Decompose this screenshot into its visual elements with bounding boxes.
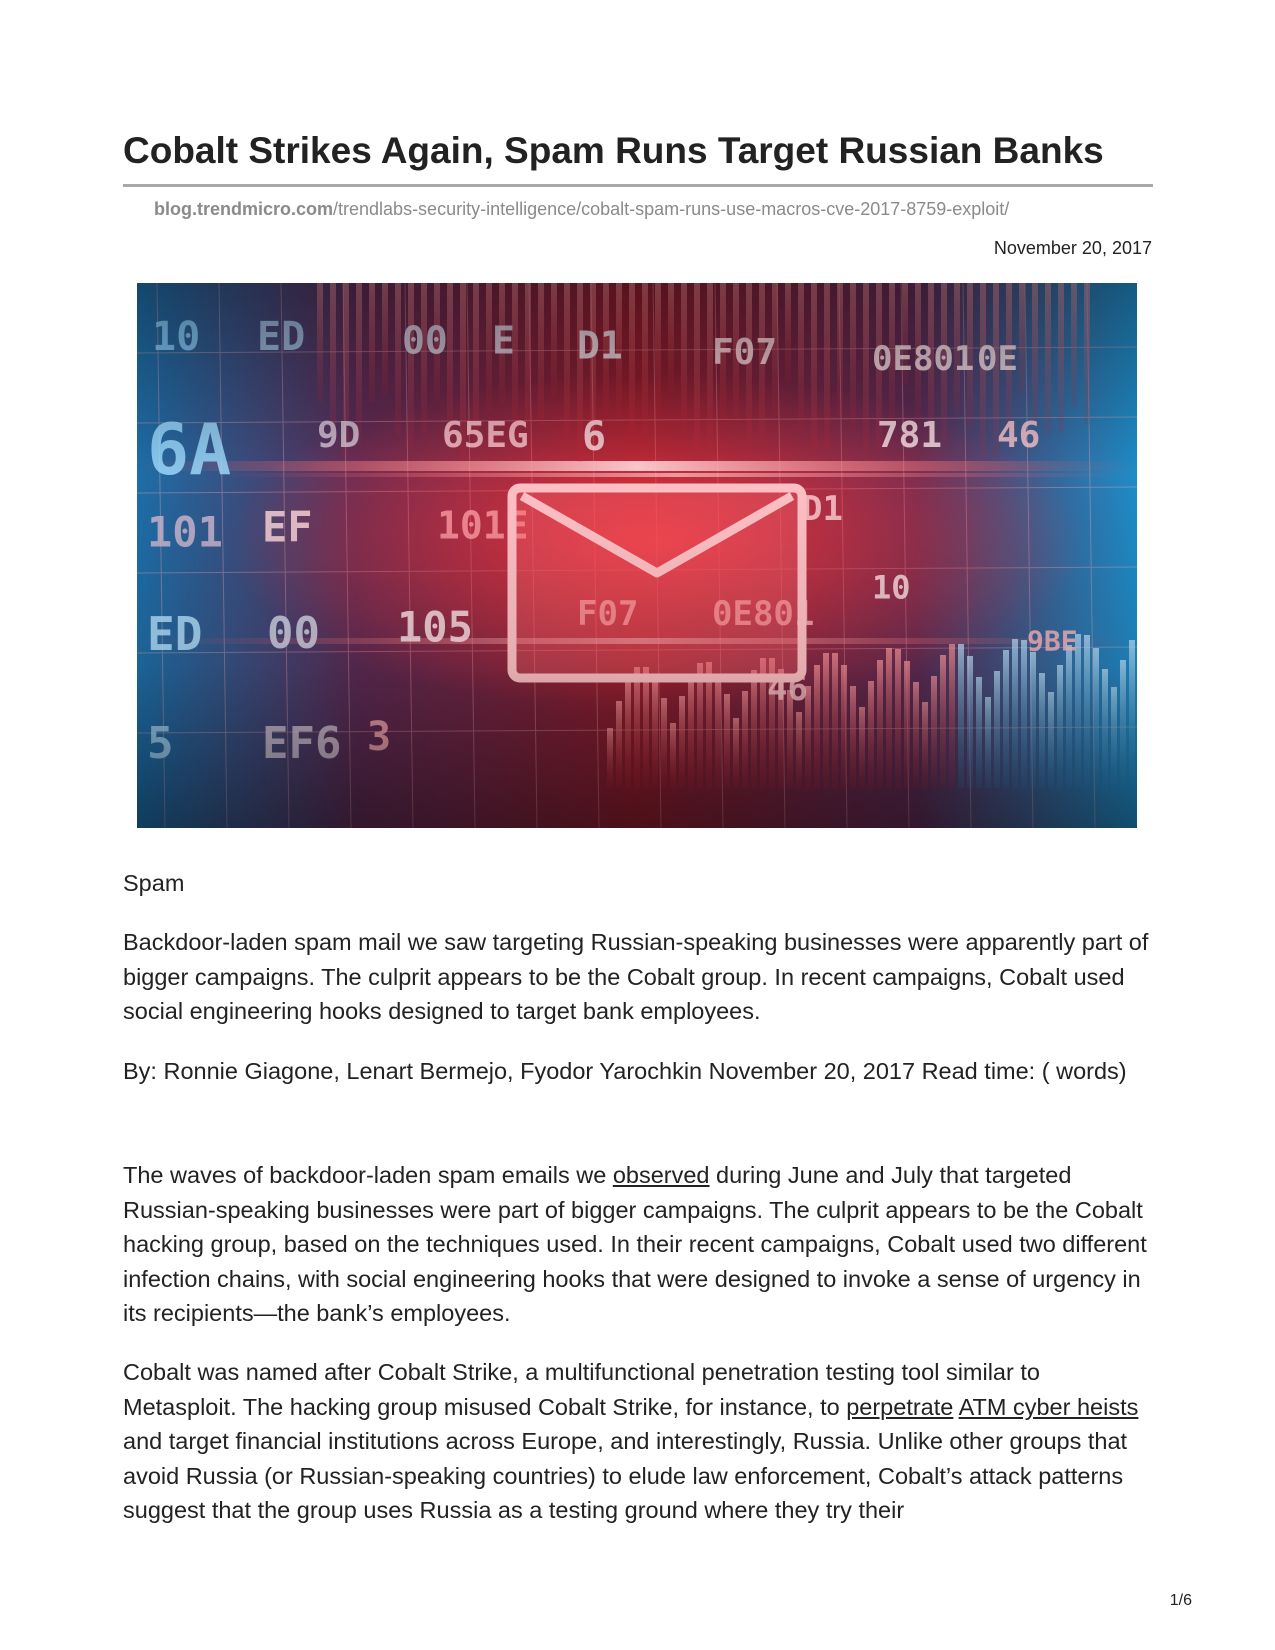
- hero-image-graphic: [137, 283, 1137, 828]
- hero-image: [137, 283, 1137, 828]
- article-summary: Backdoor-laden spam mail we saw targeting Russian-speaking businesses were apparently part of bigger campaigns. The culprit appears to be the Cobalt group. In recent campaigns, Cobalt used social engineering hooks designed to target bank employees.: [123, 929, 1149, 1024]
- observed-link[interactable]: observed: [612, 1162, 710, 1188]
- paragraph-text: and target financial institutions across Europe, and interestingly, Russia. Unlike other groups that avoid Russia (or Russian-speaking countries) to elude law enforcement, Cobalt’s attack patterns suggest that the group uses Russia as a testing ground where they try their: [123, 1428, 1128, 1523]
- paragraph-text: during June and July that targeted Russian-speaking businesses were part of bigger campaigns. The culprit appears to be the Cobalt hacking group, based on the techniques used. In their recent campaigns, Cobalt used two different infection chains, with social engineering hooks that were designed to invoke a sense of urgency in its recipients—the bank’s employees.: [123, 1162, 1147, 1326]
- page-number: 1/6: [1169, 1592, 1192, 1609]
- article-byline: By: Ronnie Giagone, Lenart Bermejo, Fyodor Yarochkin November 20, 2017 Read time: ( words): [123, 1058, 1127, 1084]
- article-date: November 20, 2017: [993, 238, 1152, 258]
- source-url-domain[interactable]: blog.trendmicro.com: [154, 199, 334, 219]
- body-paragraph-1: [123, 1158, 1153, 1331]
- article-title: Cobalt Strikes Again, Spam Runs Target Russian Banks: [123, 130, 1104, 171]
- body-paragraph-2: [123, 1355, 1153, 1528]
- perpetrate-link[interactable]: perpetrate: [846, 1393, 954, 1420]
- title-divider: [123, 184, 1153, 187]
- source-url-path[interactable]: /trendlabs-security-intelligence/cobalt-spam-runs-use-macros-cve-2017-8759-exploit/: [333, 199, 1010, 219]
- source-url[interactable]: [154, 197, 1009, 221]
- paragraph-text: The waves of backdoor-laden spam emails we: [123, 1162, 613, 1188]
- atm-cyber-heists-link[interactable]: ATM cyber heists: [958, 1393, 1139, 1420]
- article-category: Spam: [123, 870, 185, 896]
- paragraph-text: Cobalt was named after Cobalt Strike, a multifunctional penetration testing tool similar to Metasploit. The hacking group misused Cobalt Strike, for instance, to: [123, 1359, 1040, 1420]
